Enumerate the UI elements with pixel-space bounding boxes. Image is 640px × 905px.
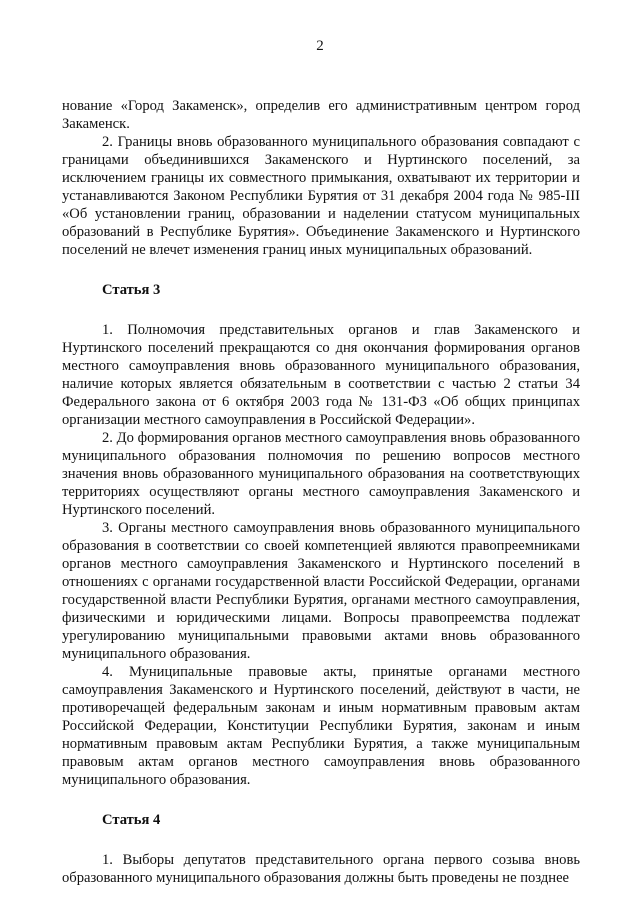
paragraph: 2. До формирования органов местного самоуправления вновь образованного муниципального образования полномочия по решению вопросов местного значения вновь образованного муниципального образования на соответствующих территориях осуществляют органы местного самоуправления Закаменского и Нуртинского поселений. <box>62 430 580 518</box>
paragraph: 3. Органы местного самоуправления вновь образованного муниципального образования в соответствии со своей компетенцией являются правопреемниками органов местного самоуправления Закаменского и Нуртинского поселений в отношениях с органами государственной власти Российской Федерации, органами государственной власти Республики Бурятия, органами местного самоуправления, физическими и юридическими лицами. Вопросы правопреемства подлежат урегулированию муниципальными правовыми актами вновь образованного муниципального образования. <box>62 520 580 662</box>
page-number: 2 <box>316 38 324 54</box>
document-body <box>62 97 580 887</box>
article-heading: Статья 3 <box>102 282 161 298</box>
paragraph: 1. Выборы депутатов представительного органа первого созыва вновь образованного муниципального образования должны быть проведены не позднее <box>62 852 580 886</box>
paragraph: 4. Муниципальные правовые акты, принятые органами местного самоуправления Закаменского и Нуртинского поселений, действуют в части, не противоречащей федеральным законам и иным нормативным правовым актам Российской Федерации, Конституции Республики Бурятия, законам и иным нормативным правовым актам Республики Бурятия, а также муниципальным правовым актам органов местного самоуправления вновь образованного муниципального образования. <box>62 664 580 788</box>
paragraph: 1. Полномочия представительных органов и глав Закаменского и Нуртинского поселений прекращаются со дня окончания формирования органов местного самоуправления вновь образованного муниципального образования, наличие которых является обязательным в соответствии с частью 2 статьи 34 Федерального закона от 6 октября 2003 года № 131-ФЗ «Об общих принципах организации местного самоуправления в Российской Федерации». <box>62 322 580 428</box>
paragraph: нование «Город Закаменск», определив его административным центром город Закаменск. <box>62 98 580 132</box>
paragraph: 2. Границы вновь образованного муниципального образования совпадают с границами объединившихся Закаменского и Нуртинского поселений, за исключением границы их совместного примыкания, охватывают их территории и устанавливаются Законом Республики Бурятия от 31 декабря 2004 года № 985-III «Об установлении границ, образовании и наделении статусом муниципальных образований в Республике Бурятия». Объединение Закаменского и Нуртинского поселений не влечет изменения границ иных муниципальных образований. <box>62 134 580 258</box>
article-heading: Статья 4 <box>102 812 161 828</box>
